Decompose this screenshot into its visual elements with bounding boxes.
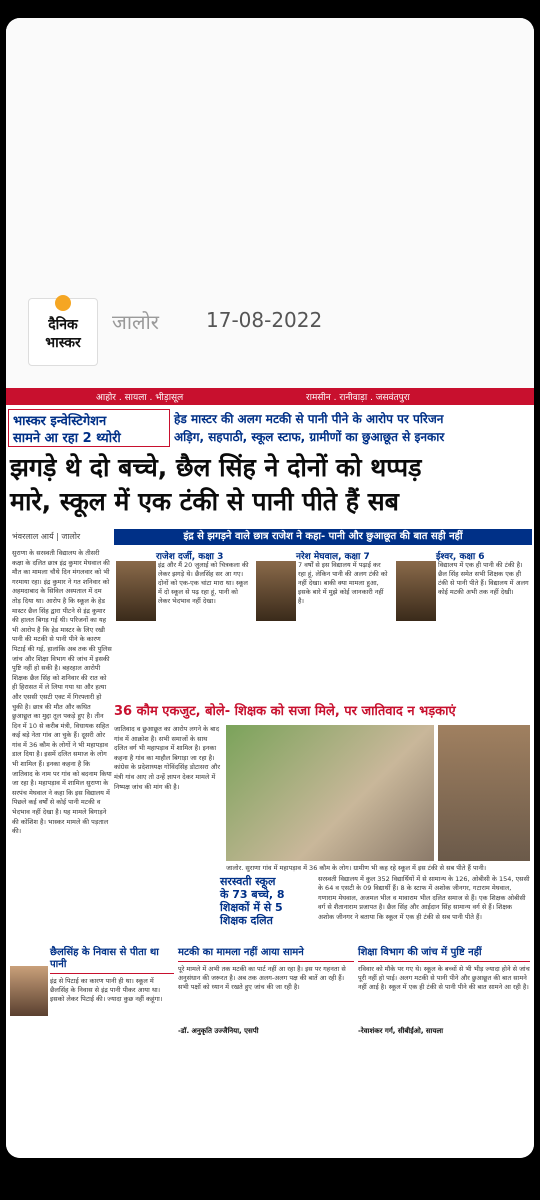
profile-name: राजेश दर्जी, कक्षा 3 bbox=[156, 552, 224, 562]
stat-line2: के 73 बच्चे, 8 bbox=[220, 888, 285, 901]
bottom-col-sp bbox=[178, 947, 354, 1037]
post-header bbox=[6, 18, 534, 388]
dainik-bhaskar-logo bbox=[28, 298, 98, 366]
gathering-photo bbox=[226, 725, 434, 861]
bottom-col-kishore bbox=[50, 947, 174, 1037]
water-tank-photo bbox=[438, 725, 530, 861]
kishore-photo bbox=[10, 966, 48, 1016]
card-bottom-space bbox=[6, 1038, 534, 1158]
badge-line1: भास्कर इन्वेस्टिगेशन bbox=[13, 414, 107, 429]
section2-text: जातिवाद व छुआछूत का आरोप लगने के बाद गांव में आक्रोश है। सभी समाजों के साथ दलित वर्ग भी महापड़ाव में शामिल है। इनका कहना है गांव का माहौल बिगाड़ा जा रहा है। कांग्रेस के प्रदेशाध्यक्ष गोविंदसिंह डोटासरा और मंत्री गांव आए तो उन्हें ज्ञापन देकर मामले में निष्पक्ष जांच की मांग की है। bbox=[114, 725, 220, 791]
quote-bar: इंद्र से झगड़ने वाले छात्र राजेश ने कहा- पानी और छुआछूत की बात सही नहीं bbox=[114, 529, 532, 545]
profile-text: इंद्र और मैं 20 जुलाई को चित्रकला की लेकर झगड़े थे। छैलसिंह सर आ गए। दोनों को एक-एक चांटा मारा था। स्कूल में दो स्कूल से पढ़ रहा हूं, पानी को लेकर भेदभाव नहीं देखा। bbox=[158, 561, 249, 605]
strip-right: रामसीन . रानीवाड़ा . जसवंतपुरा bbox=[306, 393, 410, 403]
profile-naresh bbox=[254, 549, 392, 699]
main-headline bbox=[10, 451, 530, 519]
headline-line2: मारे, स्कूल में एक टंकी से पानी पीते हैं सब bbox=[10, 487, 399, 516]
strip-left: आहोर . सायला . भीड़ासूल bbox=[96, 393, 184, 403]
newspaper-clipping bbox=[6, 388, 534, 1041]
col-sign: -रेवाशंकर गर्ग, सीबीईओ, सायला bbox=[358, 1027, 444, 1035]
city-name: जालोर bbox=[112, 310, 159, 334]
bottom-col-cbeo bbox=[358, 947, 530, 1037]
profile-text: विद्यालय में एक ही पानी की टंकी है। छैल सिंह समेत सभी शिक्षक एक ही टंकी से पानी पीते हैं। विद्यालय में अलग कोई मटकी अभी तक नहीं देखी। bbox=[438, 561, 529, 596]
student-photo bbox=[116, 561, 156, 621]
stat-line1: सरस्वती स्कूल bbox=[220, 875, 276, 888]
byline: भंवरलाल आर्य | जालोर bbox=[12, 532, 81, 541]
col-head: मटकी का मामला नहीं आया सामने bbox=[178, 947, 354, 962]
profile-text: 7 वर्षों से इस विद्यालय में पढ़ाई कर रहा हूं, लेकिन पानी की अलग टंकी को नहीं देखा। बाकी क्या मामला हुआ, इसके बारे में मुझे कोई जानकारी नहीं है। bbox=[298, 561, 388, 605]
section2-title: 36 कौम एकजुट, बोले- शिक्षक को सजा मिले, पर जातिवाद न भड़काएं bbox=[114, 704, 456, 719]
profile-name: नरेश मेघवाल, कक्षा 7 bbox=[296, 552, 370, 562]
profile-ishwar bbox=[394, 549, 532, 699]
stat-line4: शिक्षक दलित bbox=[220, 914, 273, 927]
col-sign: -डॉ. अनुकृति उज्जैनिया, एसपी bbox=[178, 1027, 259, 1035]
strap-sub1: हेड मास्टर की अलग मटकी से पानी पीने के आरोप पर परिजन bbox=[174, 412, 444, 426]
logo-line1: दैनिक bbox=[48, 317, 78, 333]
col-head: शिक्षा विभाग की जांच में पुष्टि नहीं bbox=[358, 947, 530, 962]
stat-box bbox=[220, 875, 316, 945]
badge-line2: सामने आ रहा 2 थ्योरी bbox=[13, 431, 121, 446]
col-text: इंद्र से पिटाई का कारण पानी ही था। स्कूल में छैलसिंह के निवास से इंद्र पानी पीकर आया था। इसको लेकर पिटाई की। ज्यादा कुछ नहीं कहूंगा। bbox=[50, 977, 163, 1003]
profile-rajesh bbox=[114, 549, 252, 699]
investigation-badge bbox=[8, 409, 170, 447]
screenshot-card bbox=[6, 18, 534, 1158]
stat-text: सरस्वती विद्यालय में कुल 352 विद्यार्थियों में से सामान्य के 126, ओबीसी के 154, एससी के 64 व एसटी के 09 विद्यार्थी हैं। 8 के स्टाफ में अशोक जीनगर, गटाराम मेघवाल, गणाराम मेघवाल, अजमल भील व मावाराम भील दलित समाज से हैं। एक शिक्षक ओबीसी वर्ग से शैतानाराम प्रजापत है। छैल सिंह और आईदान सिंह सामान्य वर्ग से हैं। शिक्षक अशोक जीनगर ने बताया कि स्कूल में एक ही टंकी से सब पानी पीते हैं। bbox=[318, 875, 530, 921]
strap-sub2: अड़िग, सहपाठी, स्कूल स्टाफ, ग्रामीणों का छुआछूत से इनकार bbox=[174, 430, 445, 444]
stat-line3: शिक्षकों में से 5 bbox=[220, 901, 283, 914]
col-text: पूरे मामले में अभी तक मटकी का पार्ट नहीं आ रहा है। इस पर गहनता से अनुसंधान की जरूरत है। अब तक अलग-अलग पक्ष की बातें आ रही हैं। सभी पक्षों को ध्यान में रखते हुए जांच की जा रही है। bbox=[178, 965, 346, 991]
headline-line1: झगड़े थे दो बच्चे, छैल सिंह ने दोनों को थप्पड़ bbox=[10, 453, 422, 482]
left-column-text: सुराणा के सरस्वती विद्यालय के तीसरी कक्षा के दलित छात्र इंद्र कुमार मेघवाल की मौत का मामला चौथे दिन मंगलवार को भी गरमाया रहा। इंद्र कुमार ने गत शनिवार को अहमदाबाद के सिविल अस्पताल में दम तोड़ दिया था। आरोप है कि स्कूल के हेड मास्टर छैल सिंह द्वारा पीटने से इंद्र कुमार की हालत बिगड़ गई थी। परिजनों का यह भी आरोप है कि हेड मास्टर के लिए रखी पानी की मटकी से पानी पीने के कारण पिटाई की गई, हालांकि अब तक की पुलिस जांच और शिक्षा विभाग की जांच में इसकी पुष्टि नहीं हो सकी है। बहरहाल आरोपी शिक्षक छैल सिंह को शनिवार की रात को ही हिरासत में ले लिया गया था और हत्या और एससी एसटी एक्ट में गिरफ्तारी हो चुकी है। छात्र की मौत और कथित छुआछूत का मुद्दा तूल पकड़े हुए है। तीन दिन में 10 से करीब मंत्री, विधायक सहित कई बड़े नेता गांव आ चुके हैं। दूसरी ओर गांव में 36 कौम के लोगों ने भी महापड़ाव डाल दिया है। इसमें दलित समाज के लोग भी शामिल हैं। इनका कहना है कि जातिवाद के नाम पर गांव को बदनाम किया जा रहा है। महापड़ाव में शामिल सुराणा के सरपंच मेघवाल ने कहा कि इस विद्यालय में पिछले कई वर्षों से कोई पानी मटकी व भेदभाव नहीं देखा है। यह मामले बिगाड़ने की कोशिश है। भास्कर मामले की पड़ताल की। bbox=[12, 549, 112, 836]
col-text: रविवार को मौके पर गए थे। स्कूल के बच्चों से भी भीड़ ज्यादा होने से जांच पूरी नहीं हो पाई। अलग मटकी से पानी पीने और छुआछूत की बात सामने नहीं आई है। स्कूल में एक ही टंकी से पानी पीने की बात सामने आ रही है। bbox=[358, 965, 530, 991]
student-photo bbox=[396, 561, 436, 621]
col-head: छैलसिंह के निवास से पीता था पानी bbox=[50, 947, 174, 974]
photo-caption: जालोर. सुराणा गांव में महापड़ाव में 36 कौम के लोग। ग्रामीण भी कह रहे स्कूल में इस टंकी से सब पीते हैं पानी। bbox=[226, 864, 487, 872]
story-strap bbox=[6, 407, 534, 447]
student-photo bbox=[256, 561, 296, 621]
sun-icon bbox=[55, 295, 71, 311]
edition-date: 17-08-2022 bbox=[206, 308, 323, 332]
profile-name: ईश्वर, कक्षा 6 bbox=[436, 552, 485, 562]
logo-line2: भास्कर bbox=[45, 335, 81, 351]
location-strip bbox=[6, 391, 534, 405]
